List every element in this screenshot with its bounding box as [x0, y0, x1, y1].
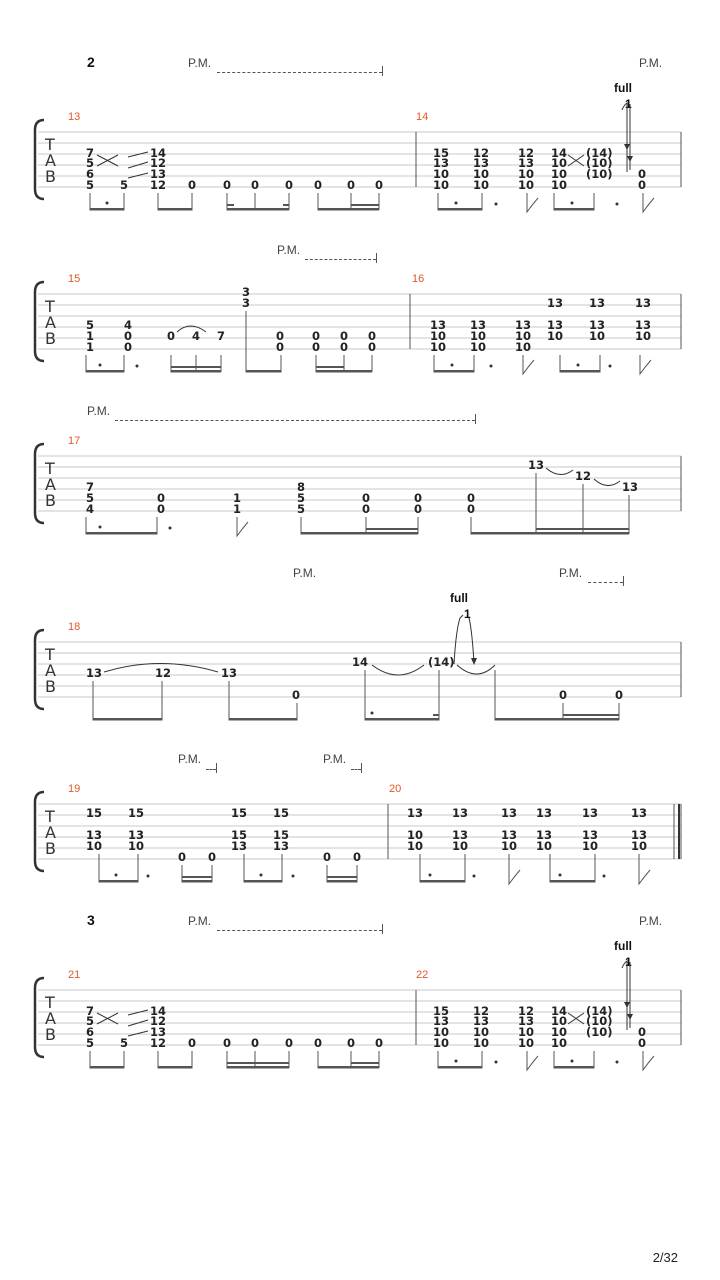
fret-number: 0	[347, 178, 356, 192]
tab-letter-t: T	[45, 993, 55, 1012]
fret-number: 0	[414, 491, 423, 505]
fret-number: (10)	[586, 1025, 613, 1039]
palm-mute-label: P.M.	[639, 914, 663, 928]
fret-number: 10	[452, 839, 469, 853]
fret-number: 10	[582, 839, 599, 853]
fret-number: 12	[575, 469, 592, 483]
rhythm-stems-row3	[86, 473, 629, 536]
fret-number: 4	[86, 502, 95, 516]
fret-number: 3	[242, 285, 251, 299]
fret-number: 10	[631, 839, 648, 853]
fret-number: (14)	[428, 655, 455, 669]
tab-letter-b: B	[45, 167, 56, 186]
fret-numbers-m15	[86, 285, 376, 354]
fret-number: 13	[452, 806, 469, 820]
fret-number: 0	[638, 1036, 647, 1050]
fret-number: 7	[217, 329, 226, 343]
measure-number: 19	[68, 783, 81, 795]
fret-number: 5	[297, 491, 306, 505]
fret-number: 1	[86, 340, 95, 354]
fret-number: 10	[501, 839, 518, 853]
rhythm-stems-row1	[90, 193, 654, 212]
fret-number: 14	[551, 146, 568, 160]
fret-number: 15	[273, 828, 290, 842]
fret-number: 10	[433, 178, 450, 192]
bend-amount: 1	[625, 97, 632, 111]
bend-amount: 1	[625, 955, 632, 969]
section-number: 3	[87, 912, 95, 928]
fret-number: 10	[407, 839, 424, 853]
fret-number: 3	[242, 296, 251, 310]
fret-number: 5	[86, 156, 95, 170]
fret-number: 14	[150, 146, 167, 160]
tab-letter-b: B	[45, 1025, 56, 1044]
fret-number: 0	[124, 340, 133, 354]
fret-number: 6	[86, 1025, 95, 1039]
fret-number: (14)	[586, 146, 613, 160]
fret-number: 12	[150, 1014, 167, 1028]
fret-number: 0	[340, 340, 349, 354]
fret-number: 0	[285, 178, 294, 192]
staff-row-1	[35, 120, 681, 199]
tab-letter-t: T	[45, 645, 55, 664]
fret-number: 0	[362, 491, 371, 505]
fret-number: 13	[518, 156, 535, 170]
fret-number: 0	[312, 340, 321, 354]
measure-number: 22	[416, 969, 429, 981]
fret-number: 13	[231, 839, 248, 853]
fret-numbers-m22	[433, 939, 646, 1050]
tab-letter-t: T	[45, 135, 55, 154]
bend-amount: 1	[464, 607, 471, 621]
fret-number: 10	[86, 839, 103, 853]
fret-number: 0	[157, 491, 166, 505]
tab-letter-b: B	[45, 491, 56, 510]
fret-number: 12	[155, 666, 172, 680]
fret-number: 13	[589, 318, 606, 332]
fret-number: 0	[323, 850, 332, 864]
fret-number: 13	[128, 828, 145, 842]
fret-number: 13	[452, 828, 469, 842]
fret-number: 10	[128, 839, 145, 853]
fret-number: 10	[473, 167, 490, 181]
fret-number: 5	[86, 178, 95, 192]
fret-number: 10	[433, 1036, 450, 1050]
fret-number: 10	[518, 1036, 535, 1050]
palm-mute-label: P.M.	[188, 914, 212, 928]
palm-mute-label: P.M.	[277, 243, 301, 257]
fret-number: 15	[128, 806, 145, 820]
fret-number: 15	[273, 806, 290, 820]
tab-letter-a: A	[45, 661, 56, 680]
fret-numbers-m14	[433, 81, 646, 192]
fret-numbers-m20	[407, 806, 647, 853]
fret-number: 5	[297, 502, 306, 516]
fret-number: (10)	[586, 167, 613, 181]
fret-number: 10	[515, 340, 532, 354]
fret-number: 14	[150, 1004, 167, 1018]
fret-number: 10	[547, 329, 564, 343]
fret-number: 13	[86, 828, 103, 842]
tab-letter-t: T	[45, 297, 55, 316]
measure-number: 13	[68, 111, 81, 123]
palm-mute-label: P.M.	[87, 404, 111, 418]
staff-row-3	[35, 444, 681, 523]
fret-number: 10	[430, 340, 447, 354]
fret-number: 13	[635, 318, 652, 332]
fret-number: 10	[470, 340, 487, 354]
fret-number: 0	[167, 329, 176, 343]
fret-number: 12	[518, 1004, 535, 1018]
measure-number: 16	[412, 273, 425, 285]
fret-number: 7	[86, 146, 95, 160]
fret-number: 10	[473, 1025, 490, 1039]
measure-number: 21	[68, 969, 81, 981]
fret-number: 0	[208, 850, 217, 864]
fret-number: 13	[515, 318, 532, 332]
rhythm-stems-row6	[90, 1051, 654, 1070]
bend-label: full	[450, 591, 468, 605]
tab-letter-b: B	[45, 329, 56, 348]
fret-number: 13	[622, 480, 639, 494]
fret-number: 0	[362, 502, 371, 516]
fret-number: 0	[276, 329, 285, 343]
fret-number: 12	[473, 1004, 490, 1018]
tab-letter-b: B	[45, 677, 56, 696]
fret-number: 13	[150, 1025, 167, 1039]
fret-number: 13	[407, 806, 424, 820]
fret-number: 0	[375, 1036, 384, 1050]
fret-number: 13	[518, 1014, 535, 1028]
fret-number: 0	[340, 329, 349, 343]
bend-label: full	[614, 81, 632, 95]
fret-number: 0	[347, 1036, 356, 1050]
fret-number: 10	[473, 178, 490, 192]
fret-number: 12	[150, 156, 167, 170]
fret-number: 0	[223, 1036, 232, 1050]
section-number: 2	[87, 54, 95, 70]
fret-number: 13	[86, 666, 103, 680]
fret-number: 13	[582, 806, 599, 820]
tab-clef	[44, 135, 56, 1044]
fret-number: 10	[589, 329, 606, 343]
fret-number: 13	[547, 318, 564, 332]
fret-number: 13	[470, 318, 487, 332]
fret-number: 0	[292, 688, 301, 702]
fret-number: 1	[86, 329, 95, 343]
fret-numbers-m18	[86, 591, 623, 702]
fret-number: 0	[124, 329, 133, 343]
fret-number: 13	[221, 666, 238, 680]
fret-number: 0	[559, 688, 568, 702]
measure-number: 14	[416, 111, 429, 123]
fret-number: 13	[473, 1014, 490, 1028]
fret-number: 15	[433, 1004, 450, 1018]
palm-mute-label: P.M.	[178, 752, 202, 766]
measure-number: 18	[68, 621, 81, 633]
fret-number: 0	[638, 167, 647, 181]
fret-number: 5	[86, 491, 95, 505]
fret-number: 0	[368, 329, 377, 343]
fret-number: 0	[638, 178, 647, 192]
fret-number: 0	[276, 340, 285, 354]
staff-row-4	[35, 630, 681, 709]
fret-number: 13	[635, 296, 652, 310]
fret-number: 0	[178, 850, 187, 864]
fret-number: 13	[528, 458, 545, 472]
fret-number: 10	[407, 828, 424, 842]
fret-number: 0	[615, 688, 624, 702]
palm-mute-label: P.M.	[188, 56, 212, 70]
fret-number: (14)	[586, 1004, 613, 1018]
fret-number: 13	[589, 296, 606, 310]
fret-number: 12	[473, 146, 490, 160]
fret-number: 13	[536, 828, 553, 842]
fret-number: 0	[638, 1025, 647, 1039]
measure-number: 15	[68, 273, 81, 285]
tab-letter-a: A	[45, 823, 56, 842]
fret-number: 0	[251, 1036, 260, 1050]
palm-mute-label: P.M.	[323, 752, 347, 766]
fret-number: 13	[430, 318, 447, 332]
fret-number: 6	[86, 167, 95, 181]
fret-number: 10	[433, 167, 450, 181]
palm-mute-label: P.M.	[293, 566, 317, 580]
fret-number: 12	[150, 178, 167, 192]
tab-letter-t: T	[45, 807, 55, 826]
fret-number: 0	[251, 178, 260, 192]
fret-number: 0	[312, 329, 321, 343]
fret-number: (10)	[586, 1014, 613, 1028]
fret-number: 10	[536, 839, 553, 853]
fret-number: 13	[631, 806, 648, 820]
tab-letter-a: A	[45, 475, 56, 494]
measure-number: 17	[68, 435, 81, 447]
fret-number: 13	[501, 806, 518, 820]
fret-number: 5	[86, 318, 95, 332]
fret-number: 10	[551, 1036, 568, 1050]
fret-number: 12	[150, 1036, 167, 1050]
fret-number: 10	[635, 329, 652, 343]
fret-number: 7	[86, 1004, 95, 1018]
palm-mute-label: P.M.	[639, 56, 663, 70]
tab-letter-a: A	[45, 151, 56, 170]
fret-number: 5	[120, 1036, 129, 1050]
fret-number: 13	[433, 156, 450, 170]
fret-number: 0	[188, 178, 197, 192]
fret-number: 0	[314, 1036, 323, 1050]
fret-number: 13	[150, 167, 167, 181]
tab-letter-a: A	[45, 313, 56, 332]
fret-number: 0	[467, 502, 476, 516]
fret-number: 15	[231, 828, 248, 842]
fret-number: 13	[547, 296, 564, 310]
fret-number: 4	[192, 329, 201, 343]
fret-number: 0	[467, 491, 476, 505]
tab-letter-t: T	[45, 459, 55, 478]
fret-number: 10	[518, 167, 535, 181]
measure-number: 20	[389, 783, 402, 795]
fret-number: 5	[120, 178, 129, 192]
fret-number: 5	[86, 1036, 95, 1050]
fret-number: 1	[233, 491, 242, 505]
fret-number: 13	[473, 156, 490, 170]
fret-number: 10	[433, 1025, 450, 1039]
fret-number: 15	[231, 806, 248, 820]
staff-row-6	[35, 978, 681, 1057]
fret-number: 13	[501, 828, 518, 842]
fret-number: 15	[86, 806, 103, 820]
fret-number: 13	[273, 839, 290, 853]
fret-number: 10	[551, 1014, 568, 1028]
fret-number: 12	[518, 146, 535, 160]
fret-number: 7	[86, 480, 95, 494]
fret-number: 10	[518, 178, 535, 192]
fret-number: 14	[352, 655, 369, 669]
fret-number: 10	[470, 329, 487, 343]
fret-number: 0	[188, 1036, 197, 1050]
fret-number: 10	[551, 167, 568, 181]
fret-number: 10	[551, 178, 568, 192]
rhythm-stems-row4	[93, 670, 619, 720]
fret-number: 5	[86, 1014, 95, 1028]
fret-number: 0	[314, 178, 323, 192]
fret-number: 0	[368, 340, 377, 354]
tab-letter-b: B	[45, 839, 56, 858]
tab-letter-a: A	[45, 1009, 56, 1028]
fret-number: 0	[353, 850, 362, 864]
fret-numbers-m21	[86, 1004, 383, 1050]
page-number: 2/32	[652, 1250, 678, 1265]
fret-number: 10	[551, 1025, 568, 1039]
fret-number: 0	[285, 1036, 294, 1050]
fret-number: 0	[223, 178, 232, 192]
fret-number: 13	[582, 828, 599, 842]
fret-number: 10	[473, 1036, 490, 1050]
fret-number: 15	[433, 146, 450, 160]
fret-numbers-m13	[86, 146, 383, 192]
palm-mute-label: P.M.	[559, 566, 583, 580]
fret-number: 4	[124, 318, 133, 332]
fret-number: 0	[414, 502, 423, 516]
fret-number: 14	[551, 1004, 568, 1018]
fret-number: 1	[233, 502, 242, 516]
fret-number: 10	[515, 329, 532, 343]
fret-number: 10	[430, 329, 447, 343]
fret-number: 0	[375, 178, 384, 192]
fret-number: 0	[157, 502, 166, 516]
fret-number: 8	[297, 480, 306, 494]
fret-number: 13	[536, 806, 553, 820]
fret-number: 10	[551, 156, 568, 170]
fret-number: (10)	[586, 156, 613, 170]
bend-label: full	[614, 939, 632, 953]
fret-number: 13	[631, 828, 648, 842]
fret-number: 10	[518, 1025, 535, 1039]
fret-number: 13	[433, 1014, 450, 1028]
